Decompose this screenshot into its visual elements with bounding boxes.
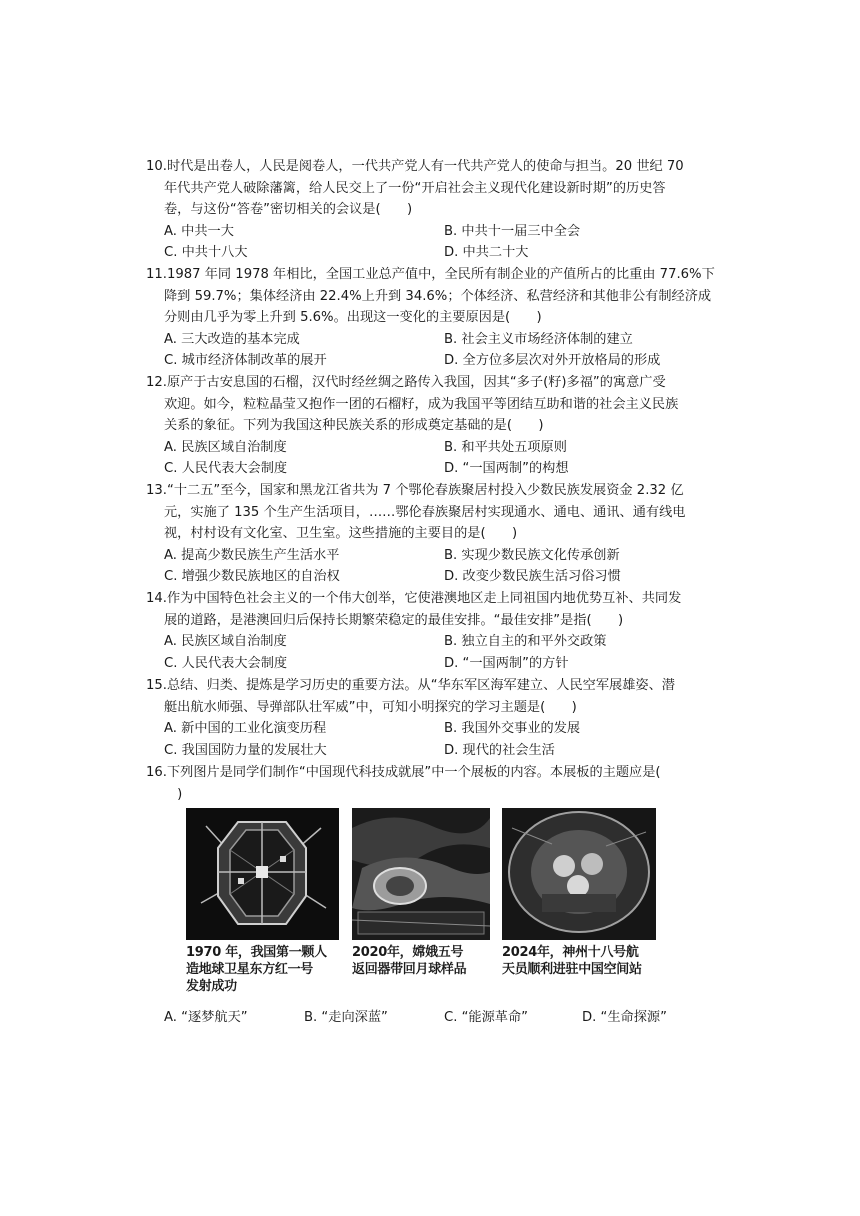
options — [146, 221, 716, 264]
question-number: 15. — [146, 678, 167, 693]
lunar-sample-photo — [352, 808, 490, 940]
option-d[interactable]: D. 全方位多层次对外开放格局的形成 — [444, 353, 661, 368]
question-number: 16. — [146, 765, 167, 780]
options — [146, 329, 716, 372]
option-b[interactable]: B. 独立自主的和平外交政策 — [444, 634, 607, 649]
option-a[interactable]: A. 民族区域自治制度 — [164, 634, 287, 649]
question-stem: 下列图片是同学们制作“中国现代科技成就展”中一个展板的内容。本展板的主题应是( — [166, 765, 661, 780]
figure-lunar-sample — [352, 808, 505, 978]
option-d[interactable]: D. “生命探源” — [582, 1010, 667, 1025]
question-14 — [146, 588, 716, 674]
option-b[interactable]: B. “走向深蓝” — [304, 1010, 388, 1025]
option-a[interactable]: A. 提高少数民族生产生活水平 — [164, 547, 340, 563]
satellite-photo — [186, 808, 339, 940]
options — [146, 631, 716, 674]
question-number: 14. — [146, 591, 167, 606]
option-b[interactable]: B. 实现少数民族文化传承创新 — [444, 547, 620, 563]
question-stem-line: 元，实施了 135 个生产生活项目，……鄂伦春族聚居村实现通水、通电、通讯、通有线电 — [164, 504, 686, 520]
q16-options — [164, 1006, 724, 1025]
option-c[interactable]: C. “能源革命” — [444, 1010, 529, 1025]
option-d[interactable]: D. 改变少数民族生活习俗习惯 — [444, 569, 621, 584]
option-a[interactable]: A. 中共一大 — [164, 223, 234, 239]
figure-space-station — [502, 808, 655, 978]
option-d[interactable]: D. 现代的社会生活 — [444, 742, 555, 758]
option-c[interactable]: C. 人民代表大会制度 — [164, 461, 288, 476]
question-stem-line: ) — [164, 786, 183, 802]
question-stem: 作为中国特色社会主义的一个伟大创举，它使港澳地区走上同祖国内地优势互补、共同发 — [166, 591, 682, 606]
question-number: 12. — [146, 375, 167, 390]
figure-satellite — [186, 808, 339, 995]
option-d[interactable]: D. “一国两制”的构想 — [444, 461, 569, 476]
option-a[interactable]: A. 新中国的工业化演变历程 — [164, 721, 327, 736]
options — [146, 545, 716, 588]
question-stem: 原产于古安息国的石榴，汉代时经丝绸之路传入我国，因其“多子(籽)多福”的寓意广受 — [166, 375, 666, 390]
option-b[interactable]: B. 和平共处五项原则 — [444, 439, 567, 455]
figure-panel — [186, 808, 656, 1008]
question-stem-line: 视，村村设有文化室、卫生室。这些措施的主要目的是( ) — [164, 526, 518, 541]
question-stem-line: 年代共产党人破除藩篱，给人民交上了一份“开启社会主义现代化建设新时期”的历史答 — [164, 180, 666, 196]
question-number: 13. — [146, 483, 167, 498]
question-stem: 1987 年同 1978 年相比，全国工业总产值中，全民所有制企业的产值所占的比重由 77.6%下 — [166, 267, 715, 282]
options — [146, 718, 716, 761]
option-a[interactable]: A. 三大改造的基本完成 — [164, 331, 300, 347]
figure-caption: 2020年，嫦娥五号 返回器带回月球样品 — [352, 945, 467, 977]
question-12 — [146, 372, 716, 480]
option-b[interactable]: B. 我国外交事业的发展 — [444, 721, 581, 736]
question-10 — [146, 156, 716, 264]
question-stem-line: 分则由几乎为零上升到 5.6%。出现这一变化的主要原因是( ) — [164, 310, 542, 325]
question-16 — [146, 762, 716, 805]
options — [146, 437, 716, 480]
option-d[interactable]: D. 中共二十大 — [444, 245, 529, 260]
question-stem-line: 欢迎。如今，粒粒晶莹又抱作一团的石榴籽，成为我国平等团结互助和谐的社会主义民族 — [164, 396, 679, 412]
option-a[interactable]: A. 民族区域自治制度 — [164, 439, 287, 455]
question-number: 11. — [146, 267, 167, 282]
option-c[interactable]: C. 人民代表大会制度 — [164, 655, 288, 671]
question-number: 10. — [146, 159, 167, 174]
option-a[interactable]: A. “逐梦航天” — [164, 1010, 248, 1025]
option-c[interactable]: C. 城市经济体制改革的展开 — [164, 353, 327, 368]
option-b[interactable]: B. 中共十一届三中全会 — [444, 223, 581, 239]
figure-caption: 1970 年，我国第一颗人 造地球卫星东方红一号 发射成功 — [186, 945, 327, 994]
question-stem-line: 艇出航水师强、导弹部队壮军威”中，可知小明探究的学习主题是( ) — [164, 699, 577, 715]
question-stem-line: 关系的象征。下列为我国这种民族关系的形成奠定基础的是( ) — [164, 418, 544, 433]
question-stem: 总结、归类、提炼是学习历史的重要方法。从“华东军区海军建立、人民空军展雄姿、潜 — [166, 678, 675, 693]
question-stem: 时代是出卷人，人民是阅卷人，一代共产党人有一代共产党人的使命与担当。20 世纪 70 — [166, 159, 684, 174]
option-c[interactable]: C. 我国国防力量的发展壮大 — [164, 742, 327, 758]
question-stem-line: 卷，与这份“答卷”密切相关的会议是( ) — [164, 202, 413, 217]
space-station-photo — [502, 808, 656, 940]
question-stem-line: 降到 59.7%；集体经济由 22.4%上升到 34.6%；个体经济、私营经济和其他非公有制经济成 — [164, 288, 712, 304]
option-d[interactable]: D. “一国两制”的方针 — [444, 655, 569, 671]
option-c[interactable]: C. 中共十八大 — [164, 245, 248, 260]
question-stem-line: 展的道路，是港澳回归后保持长期繁荣稳定的最佳安排。“最佳安排”是指( ) — [164, 612, 624, 628]
option-c[interactable]: C. 增强少数民族地区的自治权 — [164, 569, 340, 584]
option-b[interactable]: B. 社会主义市场经济体制的建立 — [444, 331, 633, 347]
question-13 — [146, 480, 716, 588]
figure-caption: 2024年，神州十八号航 天员顺利进驻中国空间站 — [502, 945, 642, 977]
question-15 — [146, 675, 716, 761]
question-stem: “十二五”至今，国家和黑龙江省共为 7 个鄂伦春族聚居村投入少数民族发展资金 2.32 亿 — [166, 483, 684, 498]
question-11 — [146, 264, 716, 372]
